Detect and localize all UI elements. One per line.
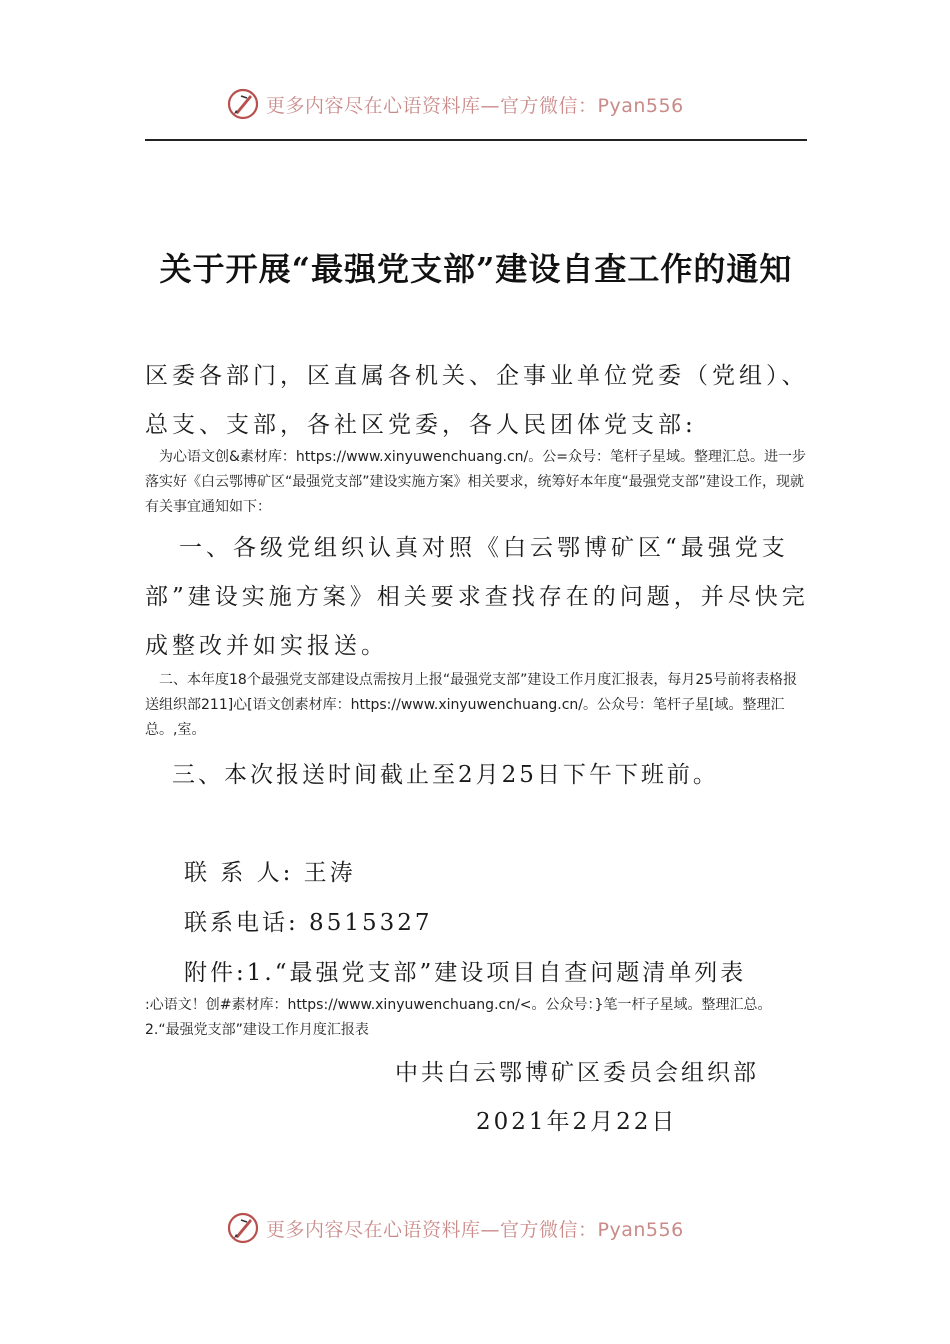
quill-pen-icon [226,87,260,121]
quill-pen-icon [226,1211,260,1245]
issue-date: 2021年2月22日 [476,1109,678,1135]
contact-phone: 联系电话: 8515327 [184,910,433,936]
issuer: 中共白云鄂博矿区委员会组织部 [395,1060,759,1086]
item-two: 二、本年度18个最强党支部建设点需按月上报“最强党支部”建设工作月度汇报表，每月25号前将表格报送组织部211]心[语文创素材库：https://www.xinyuwenchuang.cn/。公众号：笔杆子星[域。整理汇总。,室。 [145,672,798,738]
document-title: 关于开展“最强党支部”建设自查工作的通知 [159,250,793,288]
header-banner[interactable] [226,82,684,126]
footer-banner[interactable] [226,1206,684,1250]
contact-person: 联 系 人: 王涛 [184,860,356,886]
item-three: 三、本次报送时间截止至2月25日下午下班前。 [172,762,719,788]
footer-banner-text: 更多内容尽在心语资料库—官方微信：Pyan556 [266,1218,684,1241]
intro-paragraph: 为心语文创&素材库：https://www.xinyuwenchuang.cn/。公=众号：笔杆子星域。整理汇总。进一步落实好《白云鄂博矿区“最强党支部”建设实施方案》相关要求，统筹好本年度“最强党支部”建设工作，现就有关事宜通知如下： [145,449,807,515]
attachment-one: 附件:1.“最强党支部”建设项目自查问题清单列表 [184,960,747,986]
salutation: 区委各部门，区直属各机关、企事业单位党委（党组）、总支、支部，各社区党委，各人民团体党支部: [145,363,809,438]
header-divider [145,139,807,141]
item-one: 一、各级党组织认真对照《白云鄂博矿区“最强党支部”建设实施方案》相关要求查找存在的问题，并尽快完成整改并如实报送。 [145,535,809,659]
attachment-note: :心语文！创#素材库：https://www.xinyuwenchuang.cn/<。公众号：}笔一杆子星域。整理汇总。 2.“最强党支部”建设工作月度汇报表 [145,997,793,1038]
header-banner-text: 更多内容尽在心语资料库—官方微信：Pyan556 [266,94,684,117]
